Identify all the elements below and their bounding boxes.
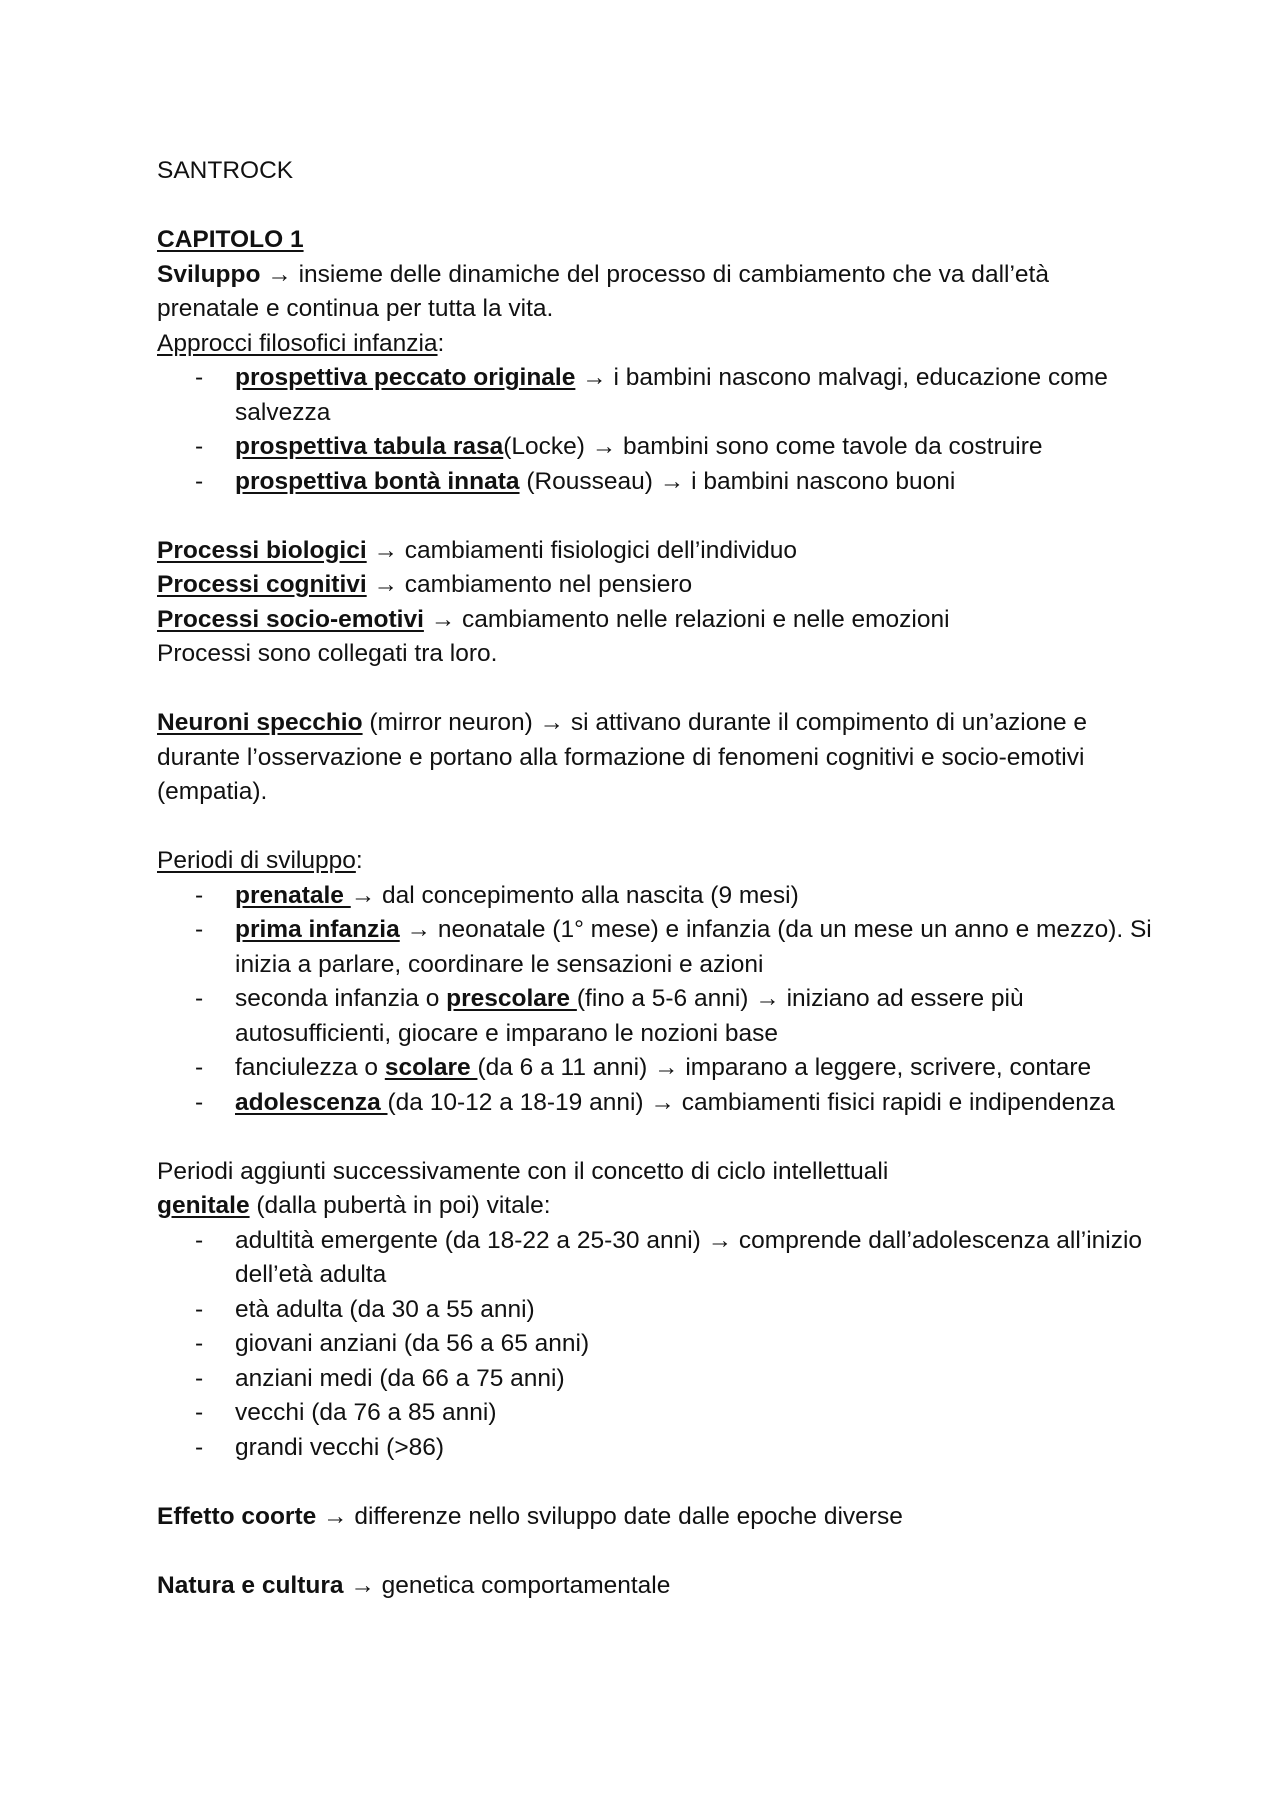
- list-item: - anziani medi (da 66 a 75 anni): [195, 1364, 565, 1392]
- list-item: - grandi vecchi (>86): [195, 1433, 445, 1461]
- spacer: [157, 672, 1157, 707]
- spacer: [157, 189, 1157, 224]
- natura-cultura: Natura e cultura → genetica comportamentale: [157, 1571, 671, 1599]
- periodi-list: [157, 879, 1157, 1121]
- list-item: - prenatale → dal concepimento alla nascita (9 mesi): [195, 881, 799, 909]
- chapter-heading: CAPITOLO 1: [157, 226, 304, 253]
- processi-socio-emotivi: Processi socio-emotivi → cambiamento nelle relazioni e nelle emozioni: [157, 605, 950, 633]
- spacer: [157, 810, 1157, 845]
- list-item: - fanciulezza o scolare (da 6 a 11 anni) → imparano a leggere, scrivere, contare: [195, 1054, 1092, 1081]
- document-title: SANTROCK: [157, 157, 294, 184]
- list-item: - prima infanzia → neonatale (1° mese) e infanzia (da un mese un anno e mezzo). Si inizia a parlare, coordinare le sensazioni e azioni: [195, 916, 1152, 978]
- list-item: - prospettiva peccato originale → i bambini nascono malvagi, educazione come salvezza: [195, 364, 1108, 426]
- list-item: - adultità emergente (da 18-22 a 25-30 anni) → comprende dall’adolescenza all’inizio dell’età adulta: [195, 1226, 1143, 1288]
- neuroni-specchio: Neuroni specchio (mirror neuron) → si attivano durante il compimento di un’azione e durante l’osservazione e portano alla formazione di fenomeni cognitivi e socio-emotivi (empatia).: [157, 709, 1088, 805]
- sviluppo-text: → insieme delle dinamiche del processo di cambiamento che va dall’età prenatale e continua per tutta la vita.: [157, 260, 1049, 322]
- list-item: - adolescenza (da 10-12 a 18-19 anni) → cambiamenti fisici rapidi e indipendenza: [195, 1088, 1115, 1116]
- document-page: [157, 154, 1157, 1603]
- sviluppo-definition: [157, 258, 1157, 327]
- spacer: [157, 499, 1157, 534]
- approcci-heading: Approcci filosofici infanzia:: [157, 329, 445, 357]
- list-item: - giovani anziani (da 56 a 65 anni): [195, 1330, 590, 1357]
- list-item: - prospettiva bontà innata (Rousseau) → i bambini nascono buoni: [195, 467, 956, 495]
- list-item: - età adulta (da 30 a 55 anni): [195, 1295, 535, 1323]
- spacer: [157, 1120, 1157, 1155]
- list-item: - vecchi (da 76 a 85 anni): [195, 1399, 497, 1426]
- processi-cognitivi: Processi cognitivi → cambiamento nel pensiero: [157, 571, 693, 598]
- processi-biologici: Processi biologici → cambiamenti fisiologici dell’individuo: [157, 536, 797, 564]
- spacer: [157, 1534, 1157, 1569]
- approcci-list: [157, 361, 1157, 499]
- aggiunti-list: [157, 1224, 1157, 1466]
- processi-note: Processi sono collegati tra loro.: [157, 640, 498, 667]
- list-item: - seconda infanzia o prescolare (fino a 5-6 anni) → iniziano ad essere più autosufficienti, giocare e imparano le nozioni base: [195, 985, 1024, 1047]
- periodi-heading: Periodi di sviluppo:: [157, 847, 363, 874]
- effetto-coorte: Effetto coorte → differenze nello sviluppo date dalle epoche diverse: [157, 1502, 903, 1530]
- list-item: - prospettiva tabula rasa(Locke) → bambini sono come tavole da costruire: [195, 433, 1043, 460]
- genitale-line: genitale (dalla pubertà in poi) vitale:: [157, 1192, 551, 1219]
- sviluppo-term: Sviluppo: [157, 260, 261, 288]
- spacer: [157, 1465, 1157, 1500]
- aggiunti-line: Periodi aggiunti successivamente con il concetto di ciclo intellettuali: [157, 1157, 889, 1185]
